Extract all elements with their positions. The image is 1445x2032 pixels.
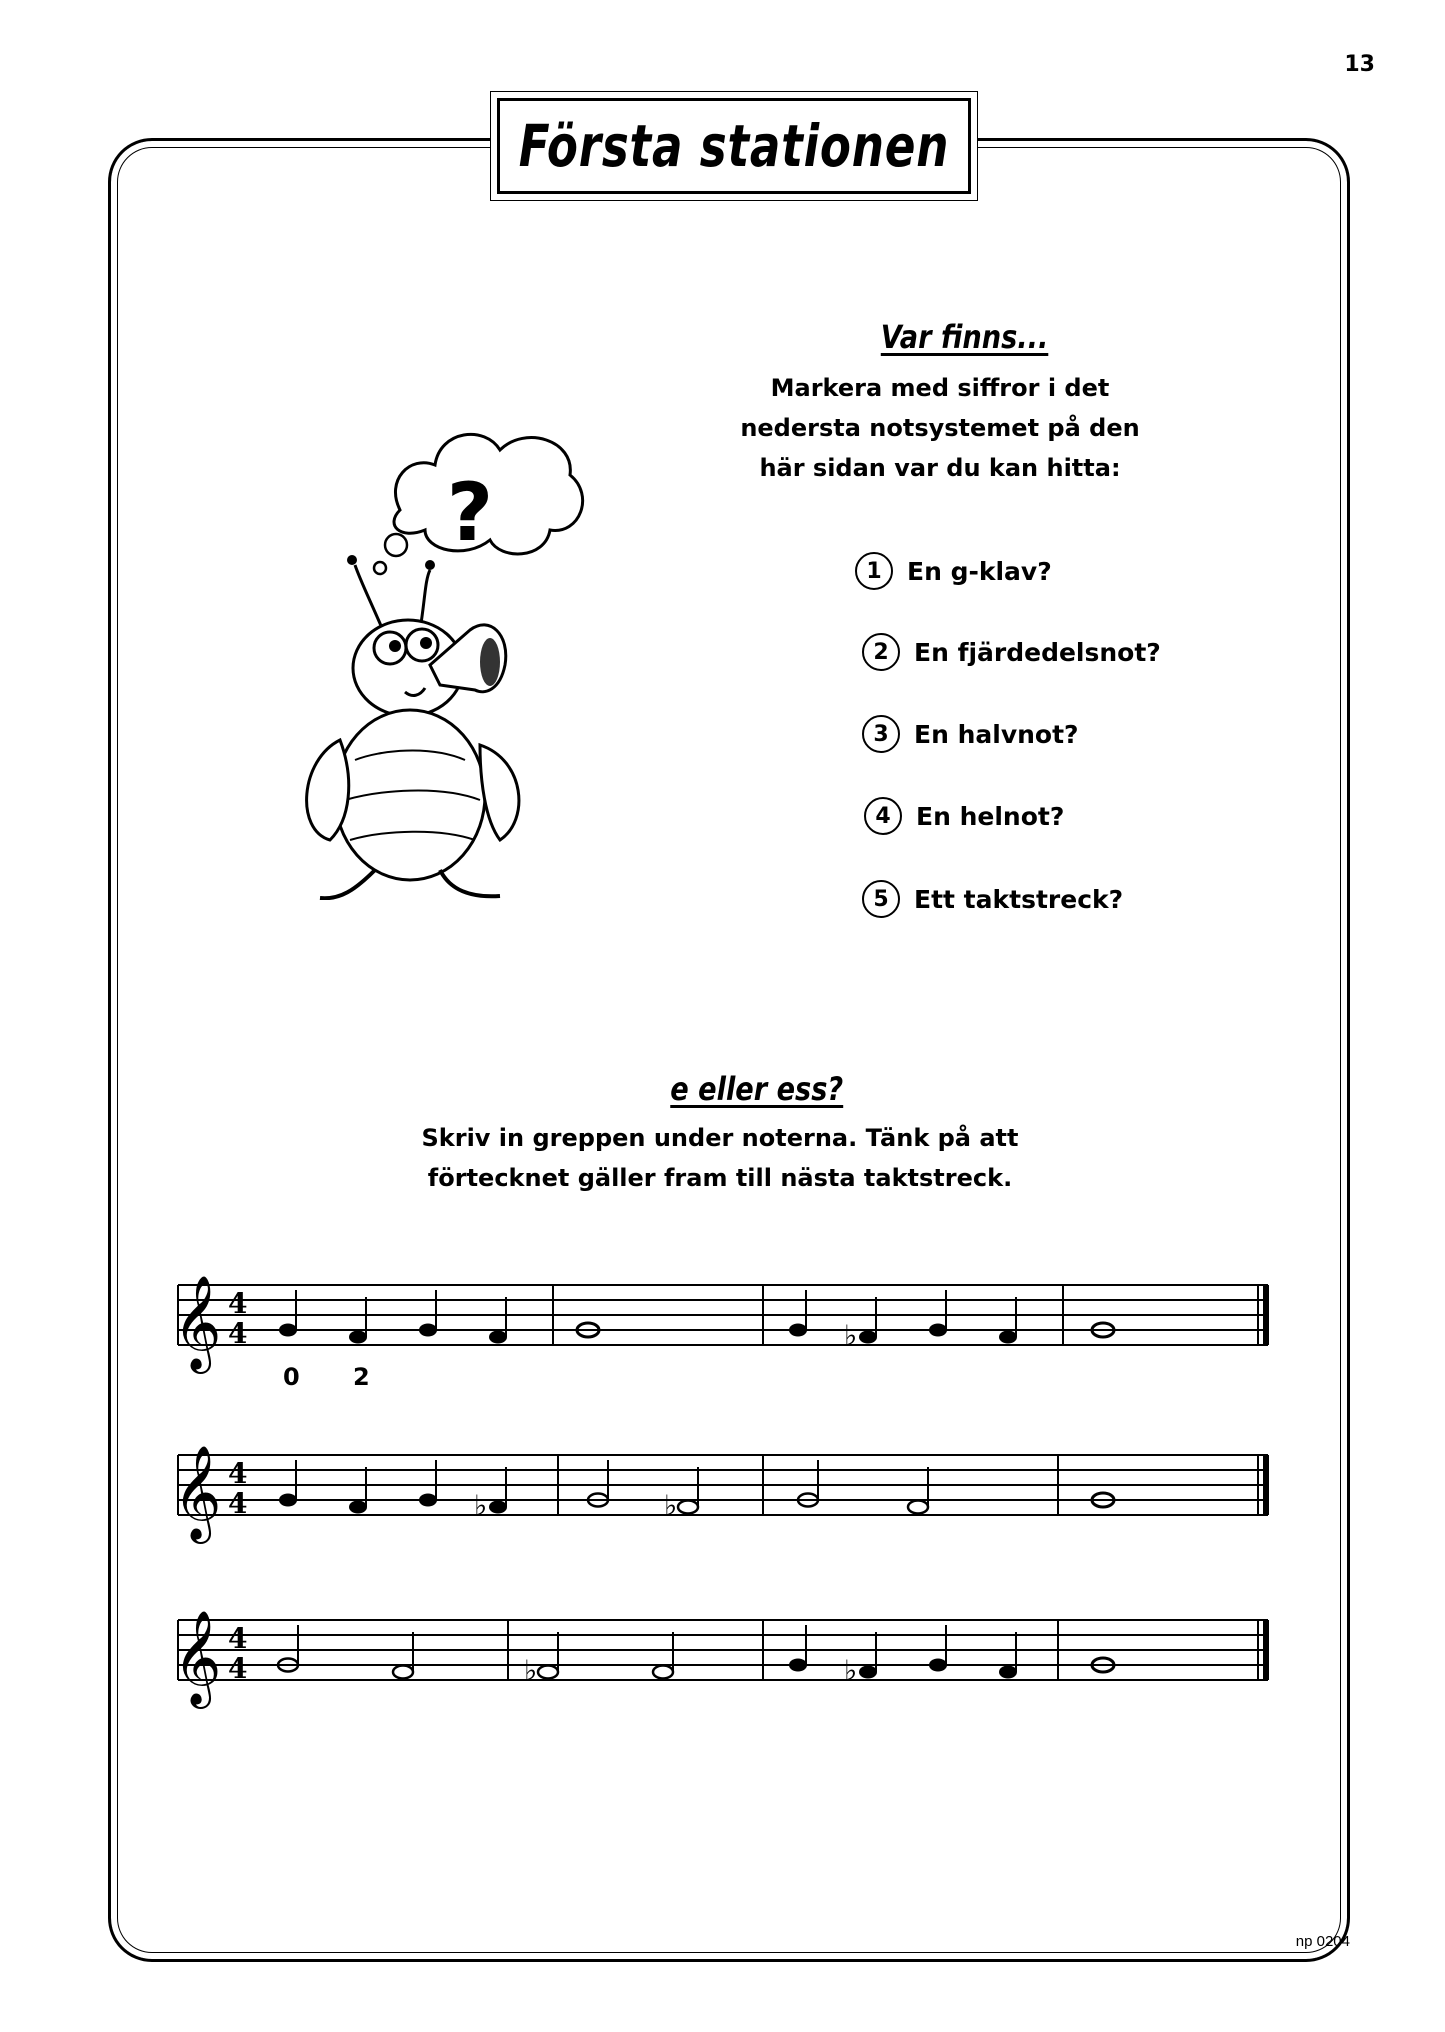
page-title: Första stationen [518,112,950,180]
time-sig-bottom: 4 [228,1317,248,1350]
list-item [855,552,1052,590]
svg-text:♭: ♭ [664,1489,678,1522]
list-item [864,797,1064,835]
time-sig-top: 4 [228,1287,248,1320]
music-staff-1 [158,1265,1278,1395]
item-label: En halvnot? [914,719,1079,749]
svg-text:♭: ♭ [524,1654,538,1687]
section1-instruction: Markera med siffror i det nedersta notsystemet på den här sidan var du kan hitta: [740,374,1140,482]
question-mark: ? [446,466,494,559]
number-circle: 3 [862,715,900,753]
treble-clef-icon: 𝄞 [173,1445,222,1540]
section-heading-var-finns: Var finns... [880,318,1049,356]
cartoon-fly-with-question-mark-icon [300,400,590,900]
svg-text:4: 4 [228,1622,248,1655]
number-circle: 2 [862,633,900,671]
number-circle: 4 [864,797,902,835]
notes [279,1455,1114,1522]
music-staff-2 [158,1435,1278,1565]
footer-code: np 0204 [1295,1933,1350,1950]
list-item [862,715,1079,753]
item-label: En fjärdedelsnot? [914,637,1161,667]
number-circle: 5 [862,880,900,918]
section-heading-e-eller-ess: e eller ess? [670,1070,844,1108]
music-staff-3 [158,1600,1278,1730]
svg-text:♭: ♭ [844,1654,858,1687]
fingering-0: 0 [283,1363,300,1391]
list-item [862,880,1123,918]
svg-text:♭: ♭ [474,1489,488,1522]
svg-text:4: 4 [228,1457,248,1490]
item-label: Ett taktstreck? [914,884,1124,914]
item-label: En g-klav? [907,556,1052,586]
treble-clef-icon: 𝄞 [173,1610,222,1705]
fingering-2: 2 [353,1363,370,1391]
page-number: 13 [1344,52,1375,77]
section2-instruction: Skriv in greppen under noterna. Tänk på att förtecknet gäller fram till nästa taktstreck. [421,1124,1019,1192]
svg-text:4: 4 [228,1487,248,1520]
notes [278,1620,1114,1687]
title-box [497,98,971,194]
svg-text:4: 4 [228,1652,248,1685]
notes [279,1285,1114,1352]
number-circle: 1 [855,552,893,590]
item-label: En helnot? [916,801,1065,831]
list-item [862,633,1161,671]
svg-text:♭: ♭ [844,1319,858,1352]
treble-clef-icon: 𝄞 [173,1275,222,1370]
